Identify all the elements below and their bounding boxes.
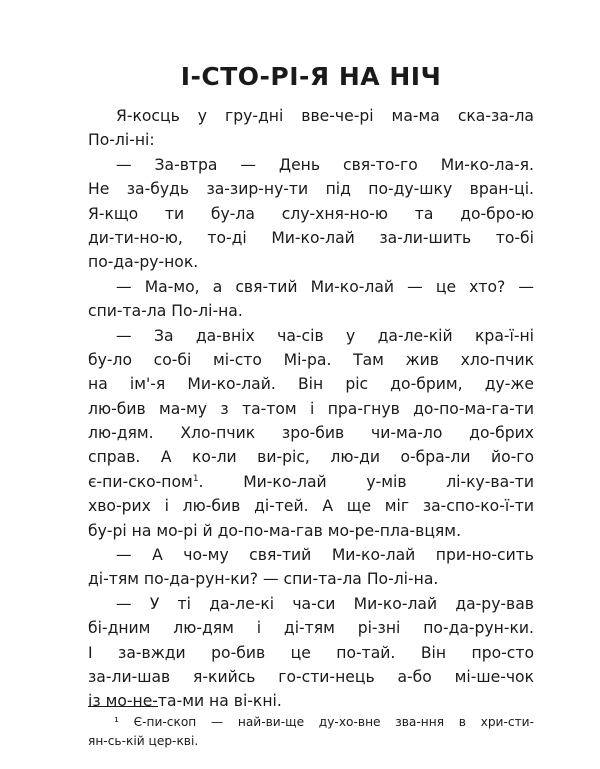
text-line-rest: . Ми-ко-лай у-мів лі-ку-ва-ти <box>198 472 534 491</box>
text-line: по-да-ру-нок. <box>88 253 199 272</box>
footnote-word: є-пи-ско-пом <box>88 472 193 491</box>
text-line: лю-бив ма-му з та-том і пра-гнув до-по-ма-га-ти <box>88 399 534 418</box>
text-line: — А чо-му свя-тий Ми-ко-лай при-но-сить <box>116 546 534 565</box>
text-line: ді-тям по-да-рун-ки? — спи-та-ла По-лі-на. <box>88 570 439 589</box>
footnote-marker: 1 <box>192 473 199 484</box>
text-line: Не за-будь за-зир-ну-ти під по-ду-шку вран-ці. <box>88 180 534 199</box>
text-line: за-ли-шав я-кийсь го-сти-нець а-бо мі-ше-чок <box>88 667 534 686</box>
text-line: — За да-вніх ча-сів у да-ле-кій кра-ї-ні <box>116 326 534 345</box>
text-line: Я-кщо ти бу-ла слу-хня-но-ю та до-бро-ю <box>88 204 534 223</box>
text-line: ди-ти-но-ю, то-ді Ми-ко-лай за-ли-шить то-бі <box>88 228 534 247</box>
text-line: на ім'-я Ми-ко-лай. Він ріс до-брим, ду-же <box>88 375 534 394</box>
text-line: — У ті да-ле-кі ча-си Ми-ко-лай да-ру-вав <box>116 594 534 613</box>
page-title: І-СТО-РІ-Я НА НІЧ <box>180 62 442 91</box>
footnote-divider <box>88 706 158 707</box>
text-line: бу-ло со-бі мі-сто Мі-ра. Там жив хло-пчик <box>88 350 534 369</box>
text-line: — За-втра — День свя-то-го Ми-ко-ла-я. <box>116 155 534 174</box>
story-text <box>88 104 534 714</box>
text-line: — Ма-мо, а свя-тий Ми-ко-лай — це хто? — <box>116 277 534 296</box>
text-line: справ. А ко-ли ви-ріс, лю-ди о-бра-ли йо-го <box>88 448 534 467</box>
footnote-line: ¹ Є-пи-скоп — най-ви-ще ду-хо-вне зва-ння в хри-сти- <box>114 715 534 729</box>
text-line: По-лі-ні: <box>88 131 155 150</box>
text-line: Я-косць у гру-дні вве-че-рі ма-ма ска-за-ла <box>116 107 534 125</box>
text-line: хво-рих і лю-бив ді-тей. А ще міг за-спо-ко-ї-ти <box>88 497 534 516</box>
text-line: лю-дям. Хло-пчик зро-бив чи-ма-ло до-брих <box>88 424 534 443</box>
footnote <box>88 713 534 751</box>
text-line-with-footnote <box>88 470 534 494</box>
text-line: бі-дним лю-дям і ді-тям рі-зні по-да-рун-ки. <box>88 619 534 638</box>
text-line: спи-та-ла По-лі-на. <box>88 302 243 321</box>
text-line: бу-рі на мо-рі й до-по-ма-гав мо-ре-пла-вцям. <box>88 521 462 540</box>
text-line: із мо-не-та-ми на ві-кні. <box>88 692 282 711</box>
footnote-line: ян-сь-кій цер-кві. <box>88 734 199 748</box>
text-line: І за-вжди ро-бив це по-тай. Він про-сто <box>88 643 534 662</box>
